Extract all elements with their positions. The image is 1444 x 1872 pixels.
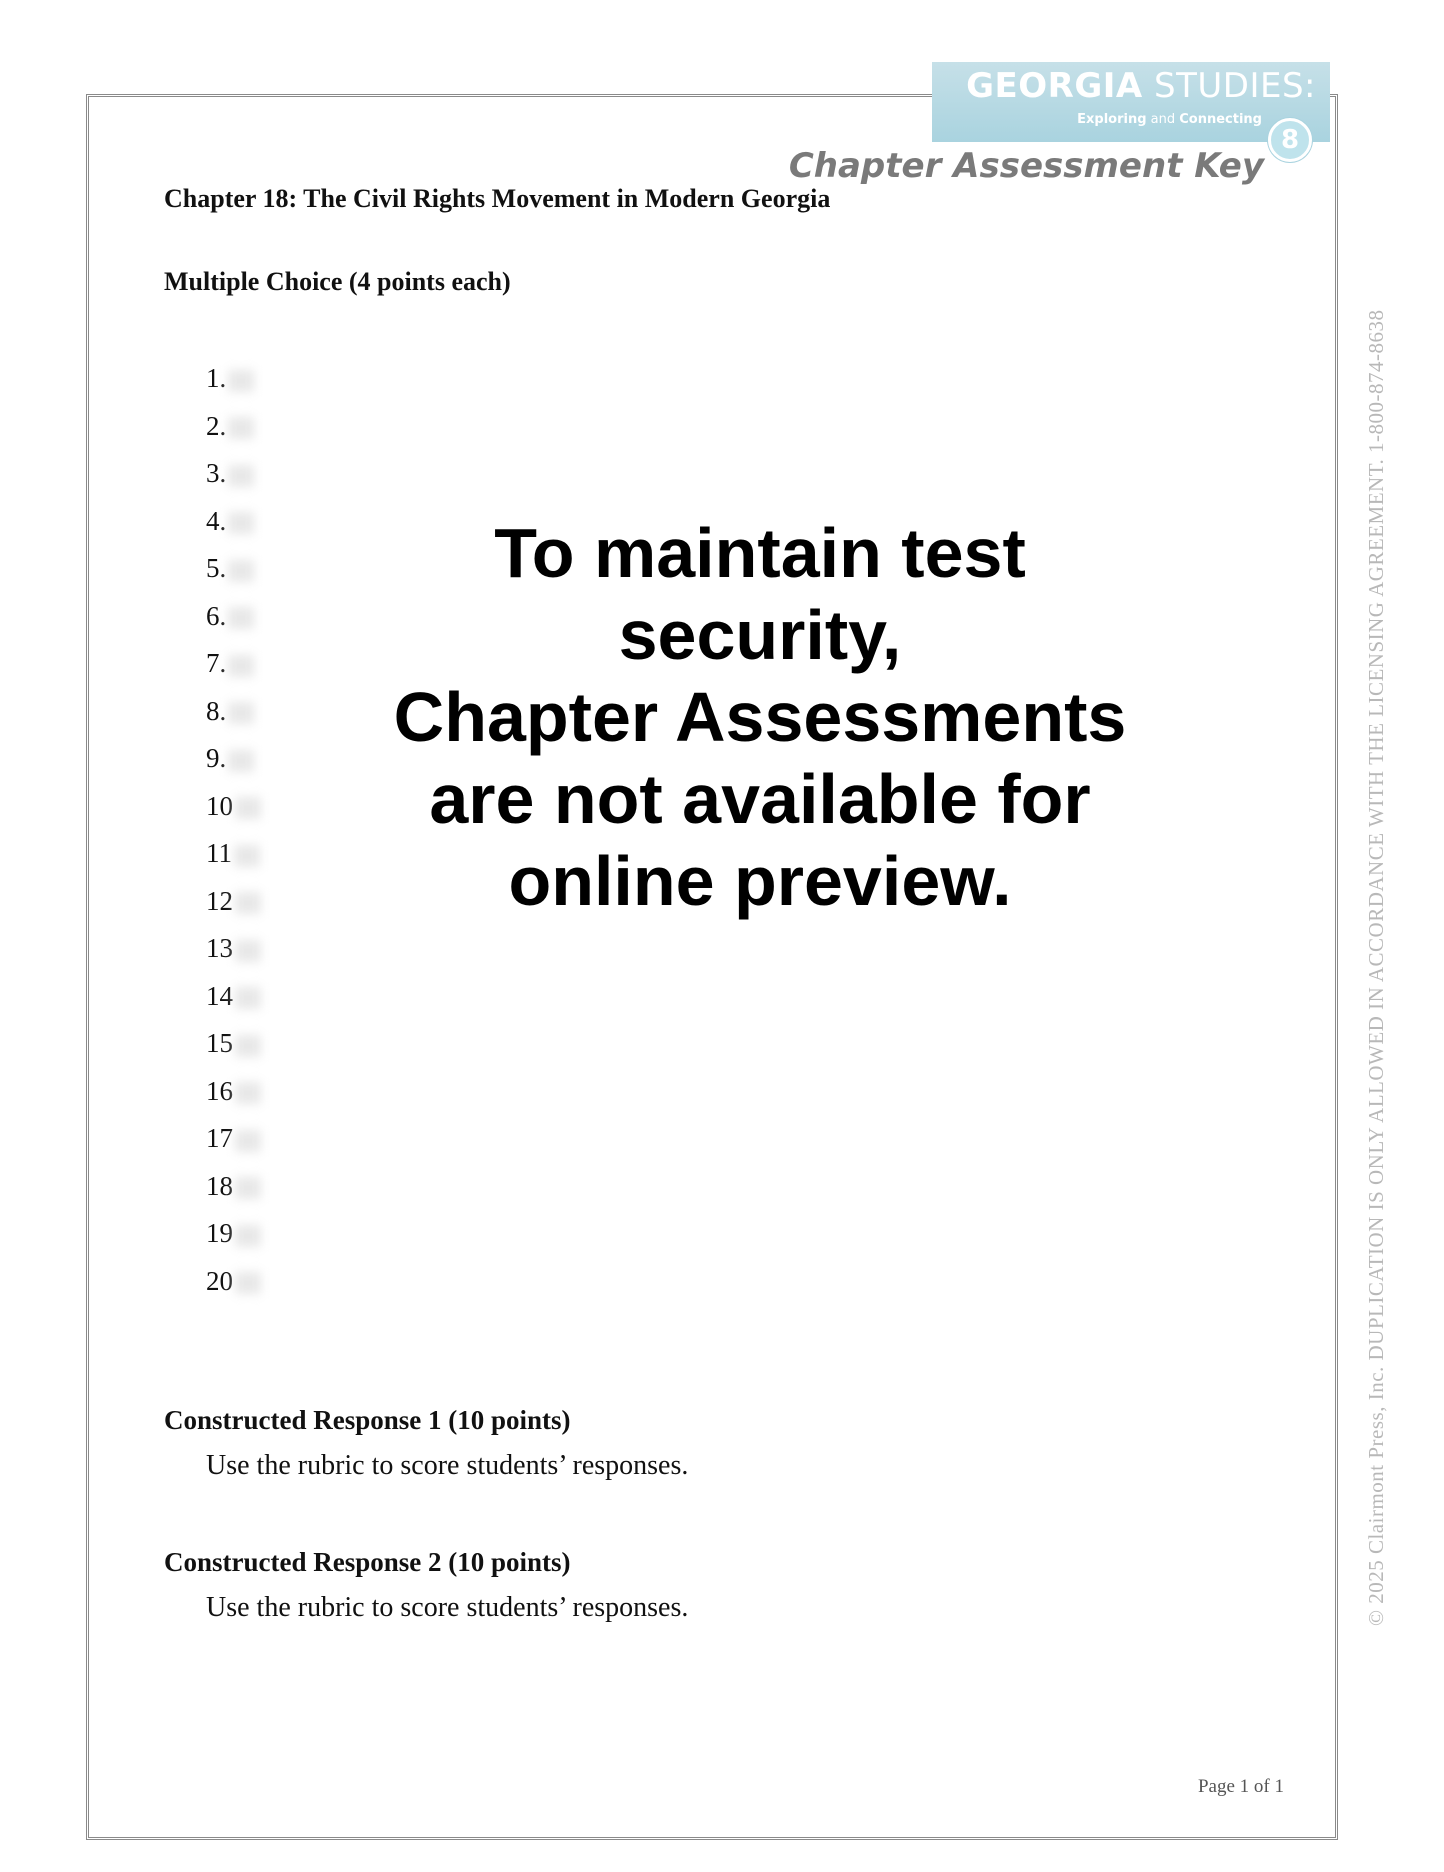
blurred-answer [228, 512, 254, 534]
blurred-answer [235, 1177, 261, 1199]
blurred-answer [228, 417, 254, 439]
mc-question-number: 7. [206, 648, 227, 678]
page-border [86, 94, 1338, 1840]
notice-line: security, [618, 596, 902, 674]
logo-title: GEORGIA STUDIES: [966, 66, 1316, 106]
mc-question-number: 14 [206, 980, 233, 1011]
grade-badge: 8 [1268, 118, 1312, 162]
constructed-response-2-heading: Constructed Response 2 (10 points) [164, 1547, 571, 1577]
page-number: Page 1 of 1 [1197, 1776, 1284, 1797]
blurred-answer [228, 370, 254, 392]
multiple-choice-heading: Multiple Choice (4 points each) [164, 267, 511, 296]
mc-question-number: 19 [206, 1218, 233, 1248]
mc-answer-item [206, 738, 261, 786]
mc-answer-item [206, 501, 261, 549]
blurred-answer [235, 940, 261, 962]
blurred-answer [235, 1035, 261, 1057]
mc-question-number: 16 [206, 1075, 233, 1106]
constructed-response-1-text: Use the rubric to score students’ responses. [206, 1450, 689, 1481]
mc-question-number: 9. [206, 743, 227, 773]
blurred-answer [228, 655, 254, 677]
blurred-answer [235, 1082, 261, 1104]
mc-question-number: 18 [206, 1170, 233, 1201]
blurred-answer [235, 1272, 261, 1294]
mc-answer-item [206, 1213, 261, 1261]
mc-answer-item [206, 596, 261, 644]
mc-question-number: 17 [206, 1123, 233, 1153]
mc-answer-item [206, 928, 261, 976]
notice-line: Chapter Assessments [393, 678, 1127, 756]
mc-answer-item [206, 453, 261, 501]
mc-answer-item [206, 406, 261, 454]
mc-answer-item [206, 1166, 261, 1214]
mc-question-number: 10 [206, 790, 233, 821]
mc-answer-item [206, 1023, 261, 1071]
mc-question-number: 15 [206, 1028, 233, 1058]
mc-answer-item [206, 1261, 261, 1309]
mc-question-number: 11 [206, 838, 232, 868]
mc-question-number: 13 [206, 933, 233, 963]
constructed-response-1-heading: Constructed Response 1 (10 points) [164, 1405, 571, 1435]
blurred-answer [234, 845, 260, 867]
blurred-answer [228, 702, 254, 724]
notice-line: online preview. [508, 842, 1012, 920]
mc-answer-item [206, 881, 261, 929]
constructed-response-2-text: Use the rubric to score students’ responses. [206, 1592, 689, 1623]
blurred-answer [235, 1225, 261, 1247]
mc-question-number: 4. [206, 505, 227, 536]
blurred-answer [235, 797, 261, 819]
mc-question-number: 8. [206, 695, 227, 726]
blurred-answer [228, 465, 254, 487]
copyright-side-notice: © 2025 Clairmont Press, Inc. DUPLICATION IS ONLY ALLOWED IN ACCORDANCE WITH THE LICENSING AGREEMENT. 1-800-874-8638 [1364, 309, 1388, 1626]
blurred-answer [235, 1130, 261, 1152]
blurred-answer [228, 607, 254, 629]
mc-question-number: 12 [206, 885, 233, 916]
logo-subtitle: Exploring and Connecting [1077, 112, 1262, 127]
blurred-answer [228, 560, 254, 582]
blurred-answer [228, 750, 254, 772]
mc-answer-item [206, 833, 261, 881]
mc-answer-item [206, 691, 261, 739]
assessment-key-title: Chapter Assessment Key [788, 146, 1264, 186]
mc-answer-item [206, 643, 261, 691]
chapter-title: Chapter 18: The Civil Rights Movement in Modern Georgia [164, 184, 831, 213]
test-security-notice [360, 512, 1160, 922]
mc-answer-item [206, 786, 261, 834]
multiple-choice-answer-list [206, 358, 261, 1308]
mc-answer-item [206, 358, 261, 406]
blurred-answer [235, 987, 261, 1009]
mc-question-number: 2. [206, 410, 227, 441]
mc-question-number: 20 [206, 1265, 233, 1296]
notice-line: To maintain test [494, 514, 1026, 592]
mc-answer-item [206, 976, 261, 1024]
mc-answer-item [206, 548, 261, 596]
mc-answer-item [206, 1118, 261, 1166]
mc-question-number: 1. [206, 363, 227, 393]
blurred-answer [235, 892, 261, 914]
mc-question-number: 6. [206, 600, 227, 631]
mc-answer-item [206, 1071, 261, 1119]
notice-line: are not available for [429, 760, 1091, 838]
mc-question-number: 5. [206, 553, 227, 583]
mc-question-number: 3. [206, 458, 227, 488]
